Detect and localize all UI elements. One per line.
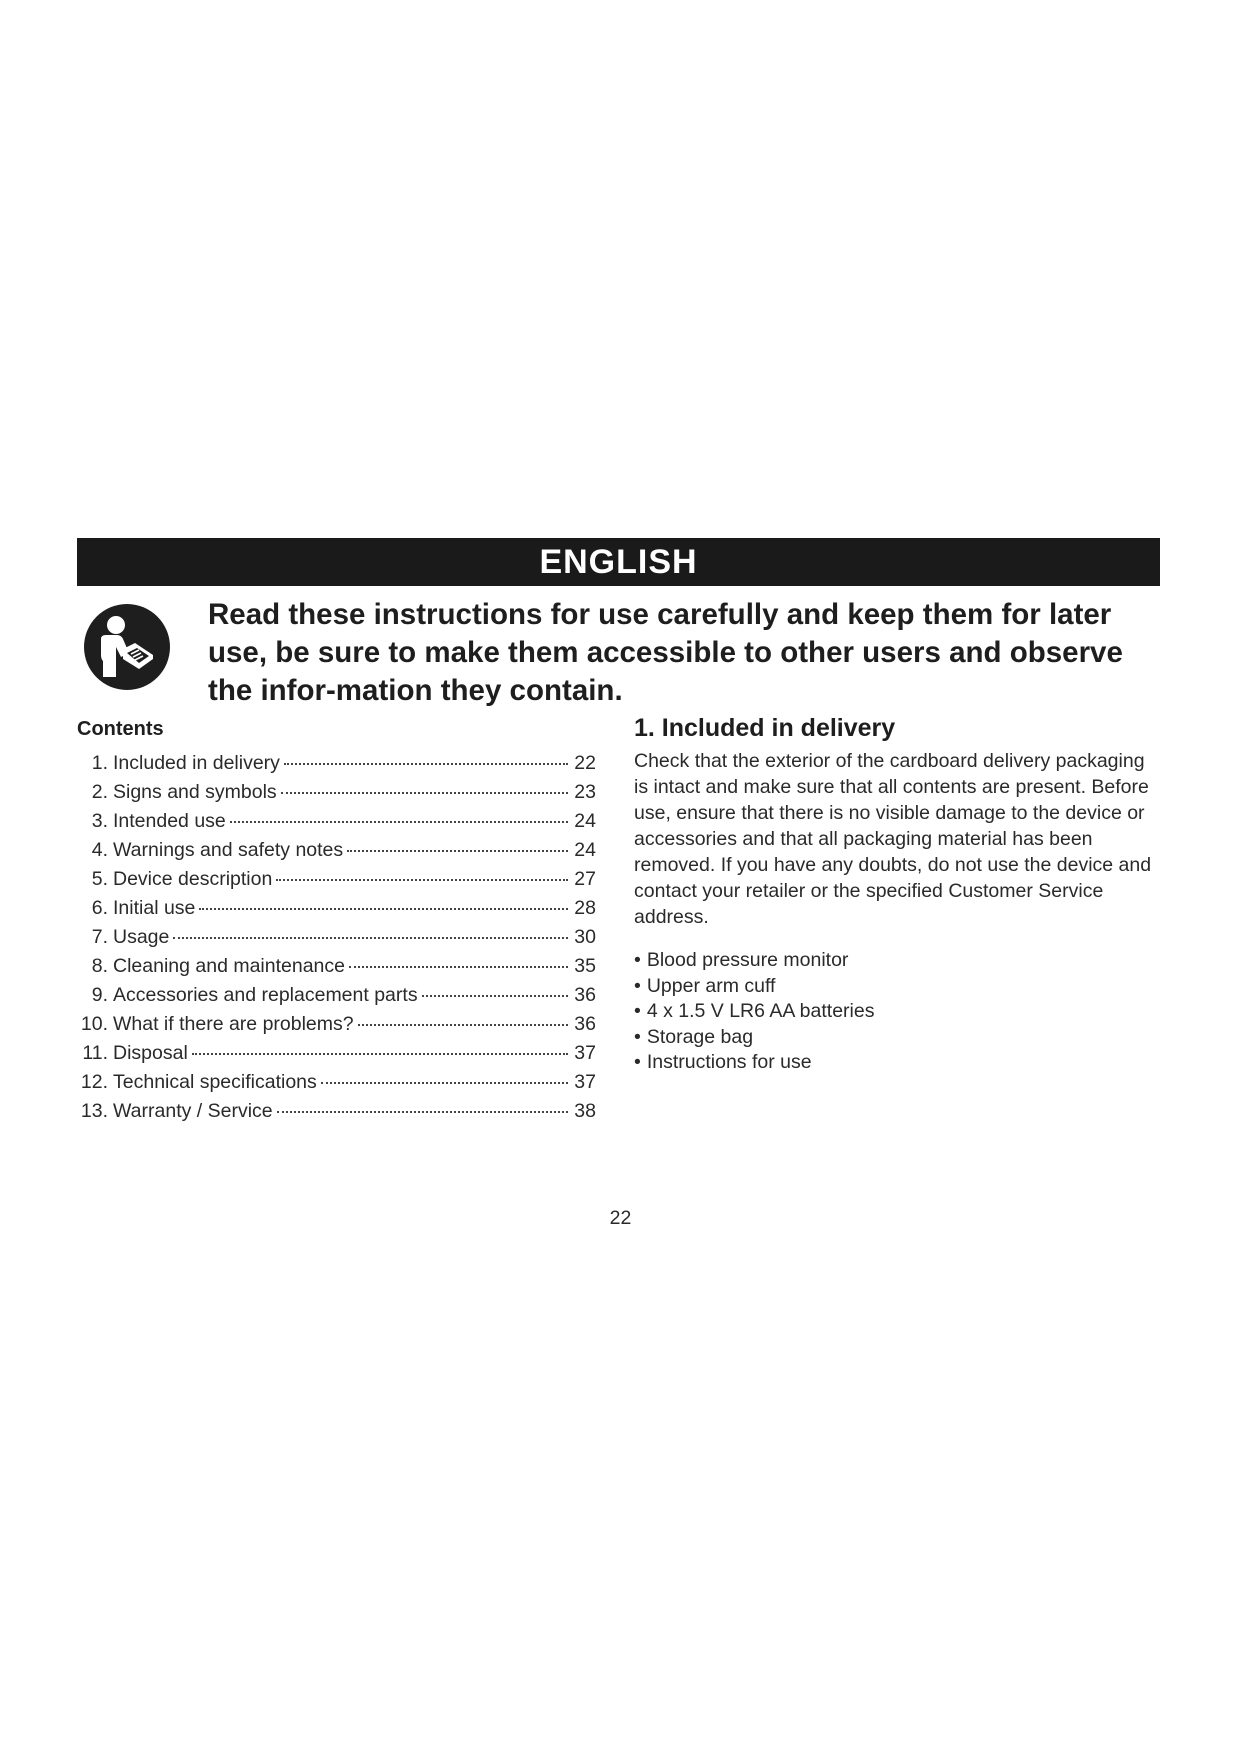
toc-item <box>76 1042 596 1071</box>
toc-leader <box>277 1111 568 1113</box>
toc-number: 11. <box>82 1042 108 1064</box>
toc-leader <box>199 908 568 910</box>
toc-page: 35 <box>574 955 596 977</box>
toc-page: 37 <box>574 1042 596 1064</box>
toc-item <box>76 926 596 955</box>
toc-item <box>76 839 596 868</box>
toc-page: 27 <box>574 868 596 890</box>
toc-item <box>76 984 596 1013</box>
contents-title: Contents <box>77 718 164 740</box>
delivery-items-list <box>634 948 874 1076</box>
section-title: 1. Included in delivery <box>634 714 896 742</box>
toc-label: Disposal <box>113 1042 188 1064</box>
list-item: • 4 x 1.5 V LR6 AA batteries <box>634 999 874 1025</box>
toc-number: 13. <box>80 1100 108 1122</box>
toc-item <box>76 752 596 781</box>
toc-leader <box>422 995 568 997</box>
toc-page: 23 <box>574 781 596 803</box>
toc-item <box>76 1071 596 1100</box>
toc-label: What if there are problems? <box>113 1013 354 1035</box>
read-instructions-icon <box>83 603 171 691</box>
table-of-contents <box>76 752 596 1129</box>
toc-item <box>76 868 596 897</box>
language-banner: ENGLISH <box>77 538 1160 586</box>
list-item: • Blood pressure monitor <box>634 948 874 974</box>
toc-item <box>76 1100 596 1129</box>
toc-label: Intended use <box>113 810 226 832</box>
toc-number: 12. <box>80 1071 108 1093</box>
toc-page: 30 <box>574 926 596 948</box>
toc-number: 6. <box>91 897 108 919</box>
list-item: • Storage bag <box>634 1025 874 1051</box>
toc-label: Warnings and safety notes <box>113 839 344 861</box>
toc-leader <box>284 763 568 765</box>
toc-number: 5. <box>91 868 108 890</box>
toc-leader <box>173 937 568 939</box>
toc-number: 8. <box>91 955 108 977</box>
toc-page: 36 <box>574 984 596 1006</box>
toc-item <box>76 810 596 839</box>
toc-leader <box>281 792 568 794</box>
toc-label: Accessories and replacement parts <box>113 984 418 1006</box>
toc-label: Technical specifications <box>113 1071 317 1093</box>
toc-number: 1. <box>91 752 108 774</box>
toc-label: Initial use <box>113 897 196 919</box>
toc-page: 36 <box>574 1013 596 1035</box>
toc-number: 7. <box>91 926 108 948</box>
toc-leader <box>358 1024 568 1026</box>
intro-instructions: Read these instructions for use carefully and keep them for later use, be sure to make them accessible to other users and observe the infor-mation they contain. <box>208 598 1123 707</box>
toc-item <box>76 897 596 926</box>
toc-leader <box>230 821 568 823</box>
toc-item <box>76 1013 596 1042</box>
toc-label: Warranty / Service <box>113 1100 273 1122</box>
toc-item <box>76 955 596 984</box>
toc-number: 10. <box>80 1013 108 1035</box>
toc-number: 4. <box>91 839 108 861</box>
toc-page: 28 <box>574 897 596 919</box>
toc-leader <box>349 966 568 968</box>
toc-item <box>76 781 596 810</box>
toc-number: 2. <box>91 781 108 803</box>
toc-label: Signs and symbols <box>113 781 277 803</box>
toc-label: Usage <box>113 926 170 948</box>
toc-page: 38 <box>574 1100 596 1122</box>
toc-page: 24 <box>574 839 596 861</box>
toc-leader <box>276 879 568 881</box>
section-body: Check that the exterior of the cardboard delivery packaging is intact and make sure that all contents are present. Before use, ensure that there is no visible damage to the device or accessories and that all packaging material has been removed. If you have any doubts, do not use the device and contact your retailer or the specified Customer Service address. <box>634 750 1152 928</box>
toc-page: 22 <box>574 752 596 774</box>
toc-page: 37 <box>574 1071 596 1093</box>
toc-label: Cleaning and maintenance <box>113 955 346 977</box>
page-number: 22 <box>609 1207 632 1229</box>
toc-leader <box>321 1082 568 1084</box>
list-item: • Instructions for use <box>634 1050 874 1076</box>
toc-leader <box>192 1053 568 1055</box>
toc-number: 3. <box>91 810 108 832</box>
toc-number: 9. <box>91 984 108 1006</box>
toc-label: Device description <box>113 868 273 890</box>
toc-page: 24 <box>574 810 596 832</box>
toc-leader <box>347 850 568 852</box>
toc-label: Included in delivery <box>113 752 280 774</box>
list-item: • Upper arm cuff <box>634 974 874 1000</box>
